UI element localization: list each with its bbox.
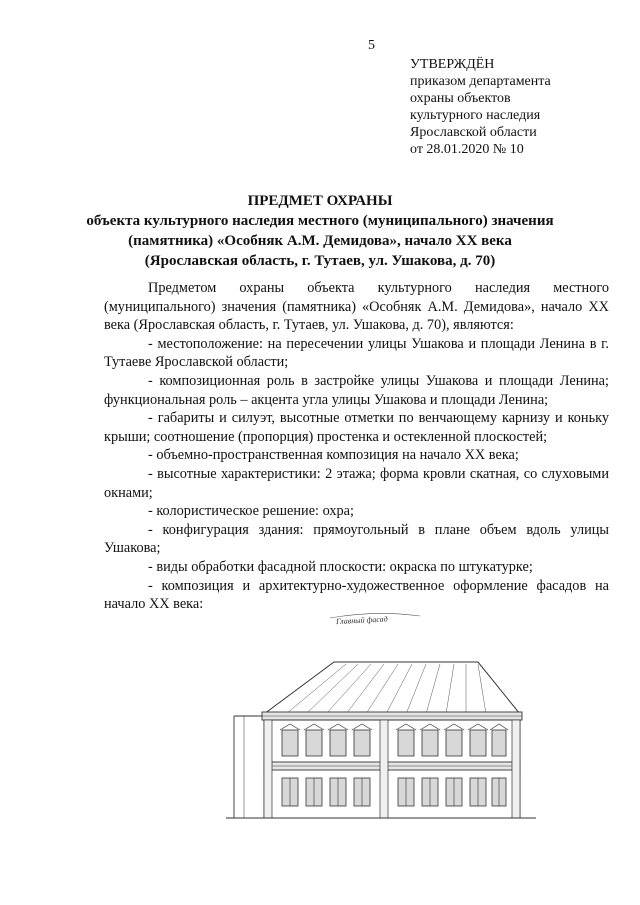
title-line: ПРЕДМЕТ ОХРАНЫ bbox=[247, 193, 393, 209]
approval-line: от 28.01.2020 № 10 bbox=[410, 142, 524, 157]
paragraph: - композиционная роль в застройке улицы Ушакова и площади Ленина; функциональная роль – акцента угла улицы Ушакова и площади Ленина; bbox=[104, 372, 609, 408]
approval-stamp bbox=[410, 56, 551, 158]
figure-caption: Главный фасад bbox=[335, 614, 388, 627]
paragraph: - колористическое решение: охра; bbox=[148, 503, 354, 520]
paragraph: - виды обработки фасадной плоскости: окраска по штукатурке; bbox=[148, 558, 533, 575]
paragraph: - габариты и силуэт, высотные отметки по венчающему карнизу и коньку крыши; соотношение (пропорция) простенка и остекленной плоскостей; bbox=[104, 410, 609, 445]
title-line: объекта культурного наследия местного (муниципального) значения bbox=[86, 213, 554, 229]
approval-line: Ярославской области bbox=[410, 125, 537, 140]
facade-drawing bbox=[226, 604, 536, 820]
paragraph: Предметом охраны объекта культурного наследия местного (муниципального) значения (памятника) «Особняк А.М. Демидова», начало XX века (Ярославская область, г. Тутаев, ул. Ушакова, д. 70), являются: bbox=[104, 280, 609, 334]
title-line: (памятника) «Особняк А.М. Демидова», начало XX века bbox=[128, 233, 512, 249]
document-body bbox=[104, 279, 609, 614]
page-number: 5 bbox=[368, 38, 375, 53]
paragraph: - высотные характеристики: 2 этажа; форма кровли скатная, со слуховыми окнами; bbox=[104, 465, 609, 501]
facade-drawing-svg bbox=[226, 604, 536, 820]
approval-line: приказом департамента bbox=[410, 74, 551, 89]
paragraph: - композиция и архитектурно-художественное оформление фасадов на начало XX века: bbox=[104, 577, 609, 613]
paragraph: - конфигурация здания: прямоугольный в плане объем вдоль улицы Ушакова; bbox=[104, 521, 609, 557]
document-title bbox=[0, 191, 640, 271]
paragraph: - местоположение: на пересечении улицы Ушакова и площади Ленина в г. Тутаеве Ярославской области; bbox=[104, 335, 609, 371]
approval-line: охраны объектов bbox=[410, 91, 511, 106]
approval-line: культурного наследия bbox=[410, 108, 541, 123]
paragraph: - объемно-пространственная композиция на начало XX века; bbox=[148, 447, 519, 464]
title-line: (Ярославская область, г. Тутаев, ул. Ушакова, д. 70) bbox=[144, 253, 496, 269]
approval-line: УТВЕРЖДЁН bbox=[410, 57, 495, 72]
